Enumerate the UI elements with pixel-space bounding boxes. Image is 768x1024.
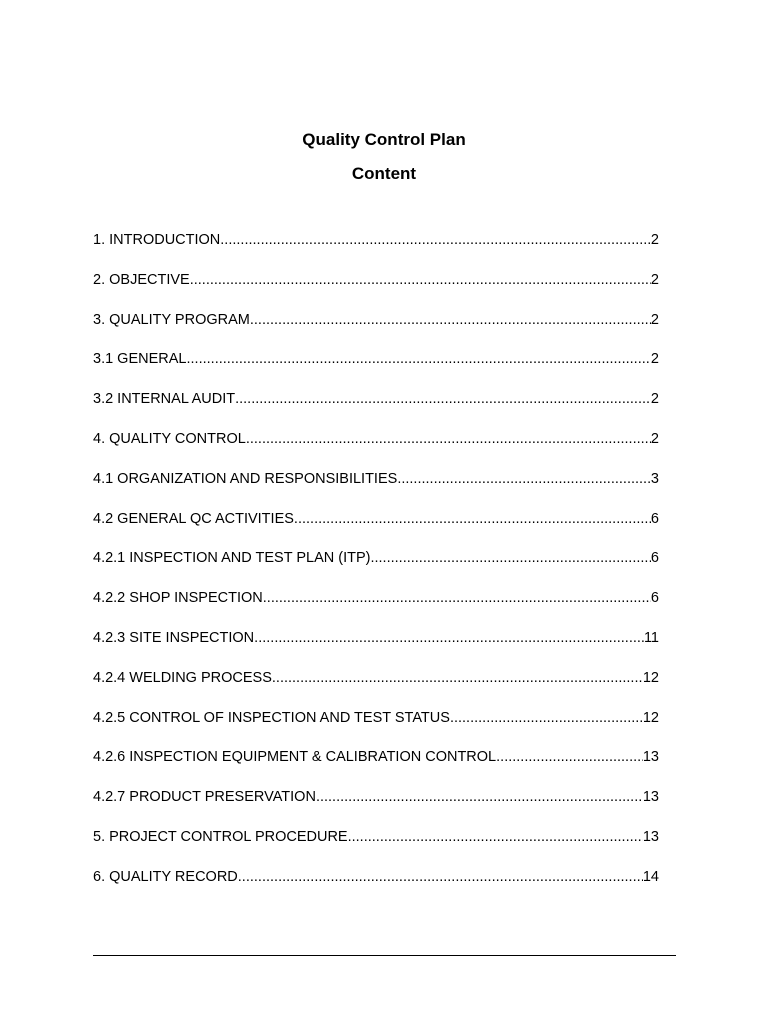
toc-dot-leader — [450, 709, 643, 727]
toc-entry-text: 5. PROJECT CONTROL PROCEDURE — [93, 828, 348, 845]
toc-dot-leader — [263, 589, 651, 607]
toc-entry-text: 4. QUALITY CONTROL — [93, 430, 246, 447]
toc-dot-leader — [370, 549, 650, 567]
table-of-contents — [93, 231, 659, 908]
toc-page-number: 2 — [650, 271, 659, 288]
toc-entry-text: 4.2.2 SHOP INSPECTION — [93, 590, 263, 607]
toc-entry-text: 6. QUALITY RECORD — [93, 868, 238, 885]
toc-entry-text: 3. QUALITY PROGRAM — [93, 311, 250, 328]
document-title: Quality Control Plan — [302, 130, 466, 149]
toc-page-number: 2 — [650, 391, 659, 408]
toc-entry[interactable] — [93, 629, 659, 669]
toc-dot-leader — [348, 828, 643, 846]
toc-entry[interactable] — [93, 390, 659, 430]
toc-dot-leader — [316, 788, 643, 806]
toc-page-number: 13 — [642, 789, 659, 806]
toc-page-number: 2 — [650, 232, 659, 248]
toc-page-number: 6 — [650, 510, 659, 527]
toc-entry-text: 4.2.5 CONTROL OF INSPECTION AND TEST STATUS — [93, 709, 450, 726]
toc-entry[interactable] — [93, 350, 659, 390]
toc-dot-leader — [496, 748, 643, 766]
toc-entry-text: 3.1 GENERAL — [93, 351, 187, 368]
toc-entry[interactable] — [93, 748, 659, 788]
toc-dot-leader — [235, 390, 651, 408]
toc-entry-text: 4.2.1 INSPECTION AND TEST PLAN (ITP) — [93, 550, 371, 567]
toc-page-number: 13 — [642, 749, 659, 766]
toc-entry[interactable] — [93, 589, 659, 629]
toc-page-number: 11 — [643, 629, 659, 646]
toc-page-number: 2 — [650, 351, 659, 368]
toc-dot-leader — [254, 629, 644, 647]
toc-dot-leader — [238, 868, 643, 886]
toc-entry[interactable] — [93, 271, 659, 311]
toc-page-number: 12 — [642, 709, 659, 726]
toc-entry[interactable] — [93, 430, 659, 470]
toc-dot-leader — [220, 231, 651, 249]
toc-dot-leader — [272, 669, 643, 687]
toc-entry[interactable] — [93, 470, 659, 510]
toc-entry-text: 2. OBJECTIVE — [93, 271, 190, 288]
toc-page-number: 14 — [642, 868, 659, 885]
toc-entry-text: 3.2 INTERNAL AUDIT — [93, 391, 236, 408]
toc-entry[interactable] — [93, 709, 659, 749]
toc-entry-text: 4.2.4 WELDING PROCESS — [93, 669, 272, 686]
toc-entry-text: 4.2.6 INSPECTION EQUIPMENT & CALIBRATION CONTROL — [93, 749, 497, 766]
toc-page-number: 13 — [642, 828, 659, 845]
toc-page-number: 6 — [650, 550, 659, 567]
toc-entry[interactable] — [93, 510, 659, 550]
toc-entry-text: 1. INTRODUCTION — [93, 232, 221, 248]
toc-dot-leader — [190, 271, 651, 289]
toc-entry-text: 4.2 GENERAL QC ACTIVITIES — [93, 510, 294, 527]
toc-entry[interactable] — [93, 231, 659, 271]
toc-dot-leader — [250, 311, 651, 329]
toc-entry[interactable] — [93, 311, 659, 351]
toc-entry[interactable] — [93, 868, 659, 908]
toc-entry-text: 4.2.7 PRODUCT PRESERVATION — [93, 789, 316, 806]
toc-page-number: 2 — [650, 430, 659, 447]
toc-dot-leader — [397, 470, 651, 488]
toc-entry[interactable] — [93, 549, 659, 589]
footer-divider — [93, 955, 676, 956]
toc-dot-leader — [246, 430, 651, 448]
toc-entry-text: 4.1 ORGANIZATION AND RESPONSIBILITIES — [93, 470, 398, 487]
toc-entry[interactable] — [93, 669, 659, 709]
toc-page-number: 6 — [650, 590, 659, 607]
toc-entry-text: 4.2.3 SITE INSPECTION — [93, 629, 255, 646]
toc-page-number: 3 — [650, 470, 659, 487]
toc-entry[interactable] — [93, 788, 659, 828]
toc-entry[interactable] — [93, 828, 659, 868]
toc-dot-leader — [294, 510, 651, 528]
toc-page-number: 2 — [650, 311, 659, 328]
contents-heading: Content — [351, 164, 417, 183]
toc-dot-leader — [187, 350, 651, 368]
toc-page-number: 12 — [642, 669, 659, 686]
